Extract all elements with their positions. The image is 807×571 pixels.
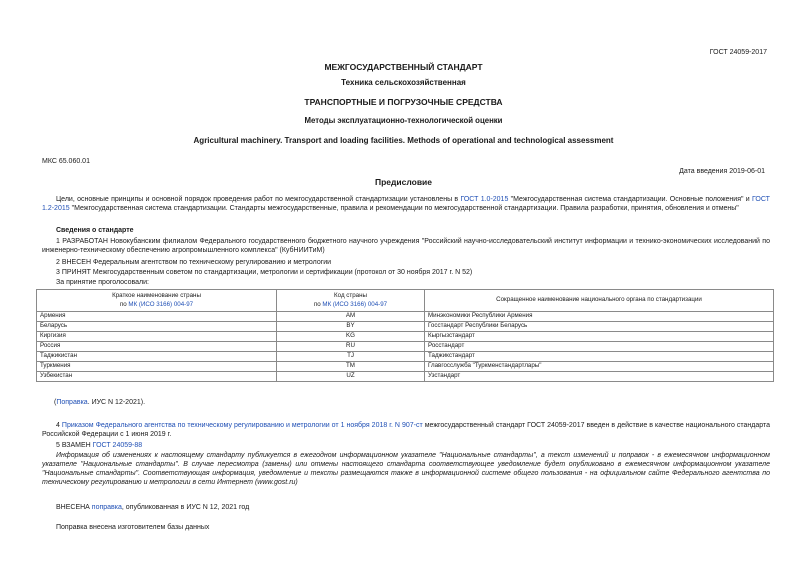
item-1-developed-by: 1 РАЗРАБОТАН Новокубанским филиалом Федерального государственного бюджетного научного учреждения "Российский научно-исследовательский институт информации и технико-экономических исследований по инженерно-техническому обеспечению агропромышленного комплекса" (КубНИИТиМ) <box>42 238 770 255</box>
country-cell: Киргизия <box>37 332 277 342</box>
table-row <box>37 372 774 382</box>
gost-1-2-link[interactable]: ГОСТ 1.2-2015 <box>42 196 770 213</box>
gost-24059-88-link[interactable]: ГОСТ 24059-88 <box>92 442 143 449</box>
item-3-adopted-by: 3 ПРИНЯТ Межгосударственным советом по стандартизации, метрологии и сертификации (протокол от 30 ноября 2017 г. N 52) <box>56 269 473 276</box>
table-row <box>37 342 774 352</box>
country-cell: Беларусь <box>37 322 277 332</box>
item-4-number: 4 <box>56 422 62 429</box>
mk-iso-3166-link[interactable]: МК (ИСО 3166) 004-97 <box>128 300 194 308</box>
header-national-body: Сокращенное наименование национального органа по стандартизации <box>425 290 774 312</box>
table-row <box>37 362 774 372</box>
code-cell: KG <box>277 332 425 342</box>
subtitle: Методы эксплуатационно-технологической оценки <box>304 116 503 125</box>
english-title: Agricultural machinery. Transport and loading facilities. Methods of operational and technological assessment <box>193 136 614 145</box>
item-5-replaces <box>42 441 770 450</box>
country-cell: Таджикистан <box>37 352 277 362</box>
preface-heading: Предисловие <box>374 177 433 187</box>
body-cell: Минэкономики Республики Армения <box>425 312 774 322</box>
subject-heading: Техника сельскохозяйственная <box>341 78 466 87</box>
body-cell: Госстандарт Республики Беларусь <box>425 322 774 332</box>
header-country-name-line2: по МК (ИСО 3166) 004-97 <box>119 300 194 308</box>
amendment-link[interactable]: Поправка <box>56 399 88 406</box>
amendment-text: . ИУС N 12-2021). <box>87 399 146 406</box>
table-row <box>37 312 774 322</box>
introduced-prefix: ВНЕСЕНА <box>56 504 92 511</box>
body-cell: Узстандарт <box>425 372 774 382</box>
document-number: ГОСТ 24059-2017 <box>709 49 767 56</box>
body-cell: Росстандарт <box>425 342 774 352</box>
item-2-introduced-by: 2 ВНЕСЕН Федеральным агентством по техническому регулированию и метрологии <box>56 259 332 266</box>
country-cell: Туркмения <box>37 362 277 372</box>
preface-text-c: "Межгосударственная система стандартизации. Стандарты межгосударственные, правила и рекомендации по межгосударственной стандартизации. Правила разработки, принятия, обновления и отмены" <box>69 205 739 213</box>
standard-info-heading: Сведения о стандарте <box>56 227 134 234</box>
table-header-row <box>37 290 774 312</box>
code-cell: TM <box>277 362 425 372</box>
amendment-open-paren: ( <box>54 399 57 406</box>
country-cell: Армения <box>37 312 277 322</box>
body-cell: Таджикстандарт <box>425 352 774 362</box>
mks-code: МКС 65.060.01 <box>42 158 90 165</box>
code-cell: RU <box>277 342 425 352</box>
header-country-code-line1: Код страны <box>334 292 367 300</box>
header-country-name-line1: Краткое наименование страны <box>112 292 201 300</box>
item-5-prefix: 5 ВЗАМЕН <box>56 442 93 449</box>
amendment-note <box>54 398 782 407</box>
country-cell: Узбекистан <box>37 372 277 382</box>
preface-text-b: "Межгосударственная система стандартизации. Основные положения" и <box>508 196 753 203</box>
header-country-code <box>277 290 425 312</box>
standard-type-heading: МЕЖГОСУДАРСТВЕННЫЙ СТАНДАРТ <box>324 62 483 72</box>
preface-text-a: Цели, основные принципы и основной порядок проведения работ по межгосударственной стандартизации установлены в <box>56 196 461 203</box>
code-cell: TJ <box>277 352 425 362</box>
mk-iso-3166-code-link[interactable]: МК (ИСО 3166) 004-97 <box>322 300 388 308</box>
gost-1-0-link[interactable]: ГОСТ 1.0-2015 <box>460 196 509 203</box>
body-cell: Кыргызстандарт <box>425 332 774 342</box>
introduced-suffix: , опубликованная в ИУС N 12, 2021 год <box>121 504 250 511</box>
main-title: ТРАНСПОРТНЫЕ И ПОГРУЗОЧНЫЕ СРЕДСТВА <box>304 97 503 107</box>
rosstandart-order-link[interactable]: Приказом Федерального агентства по техническому регулированию и метрологии от 1 ноября 2018 г. N 907-ст <box>61 422 423 429</box>
table-row <box>37 352 774 362</box>
table-row <box>37 332 774 342</box>
amendment-inline-link[interactable]: поправка <box>91 504 122 511</box>
introduction-date: Дата введения 2019-06-01 <box>679 168 765 175</box>
header-country-name <box>37 290 277 312</box>
amendment-made-by: Поправка внесена изготовителем базы данных <box>56 524 210 531</box>
code-cell: AM <box>277 312 425 322</box>
item-4-text: межгосударственный стандарт ГОСТ 24059-2017 введен в действие в качестве национального стандарта Российской Федерации с 1 июня 2019 г. <box>42 422 770 439</box>
amendment-introduced <box>42 503 770 512</box>
preface-paragraph-1 <box>42 195 770 213</box>
table-row <box>37 322 774 332</box>
body-cell: Главгосслужба "Туркменстандартлары" <box>425 362 774 372</box>
code-cell: UZ <box>277 372 425 382</box>
item-4-enacted <box>42 421 770 439</box>
code-cell: BY <box>277 322 425 332</box>
country-cell: Россия <box>37 342 277 352</box>
changes-notice: Информация об изменениях к настоящему стандарту публикуется в ежегодном информационном указателе "Национальные стандарты", а текст изменений и поправок - в ежемесячном информационном указателе "Национальные стандарты". В случае пересмотра (замены) или отмены настоящего стандарта соответствующее уведомление будет опубликовано в ежемесячном информационном указателе "Национальные стандарты". Соответствующая информация, уведомление и тексты размещаются также в информационной системе общего пользования - на официальном сайте Федерального агентства по техническому регулированию и метрологии в сети Интернет (www.gost.ru) <box>42 452 770 487</box>
voting-states-table <box>36 289 774 382</box>
voted-for-label: За принятие проголосовали: <box>56 279 149 286</box>
header-country-code-line2: по МК (ИСО 3166) 004-97 <box>313 300 388 308</box>
